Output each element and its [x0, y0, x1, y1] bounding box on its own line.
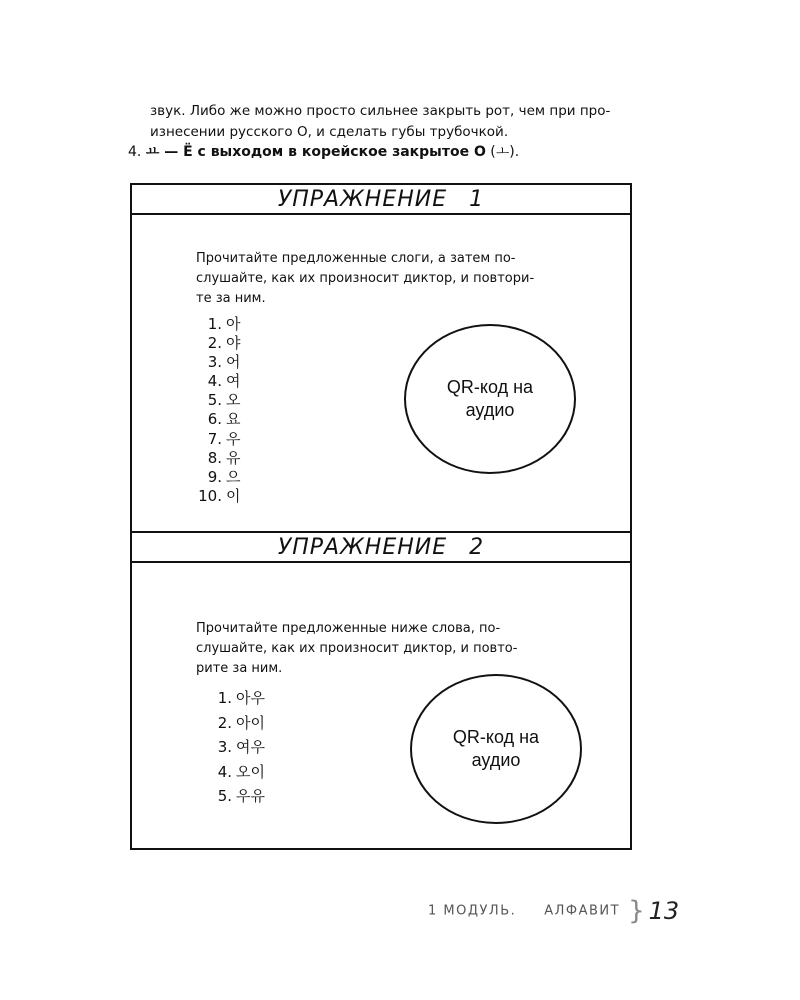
exercise-number: 2: [469, 535, 485, 560]
exercise-2-title: [132, 535, 630, 560]
word-list: [208, 686, 265, 809]
intro-paragraph: [150, 101, 690, 143]
exercise-1-title: [132, 187, 630, 212]
instruction-line: рите за ним.: [196, 661, 283, 676]
list-item: 1. 아: [207, 315, 241, 333]
exercise-2-instruction: [196, 619, 576, 679]
list-item: 5. 우유: [217, 787, 265, 805]
page-number: 13: [648, 897, 680, 925]
exercise-1-instruction: [196, 249, 576, 309]
exercise-number: 1: [469, 187, 485, 212]
vowel-item-4: [128, 141, 519, 161]
list-item: 2. 야: [207, 334, 241, 353]
list-item: 3. 여우: [217, 738, 265, 756]
list-item: 7. 우: [207, 429, 241, 448]
brace-icon: }: [628, 896, 645, 926]
instruction-line: те за ним.: [196, 291, 266, 306]
syllable-list: [198, 315, 241, 506]
exercise-1-header: [132, 183, 630, 215]
qr-code-placeholder[interactable]: [404, 324, 576, 474]
list-item: 5. 오: [207, 391, 241, 410]
section-label: АЛФАВИТ: [544, 903, 621, 919]
intro-line: звук. Либо же можно просто сильнее закрыть рот, чем при про-: [150, 103, 611, 119]
exercise-2-header: [132, 531, 630, 563]
instruction-line: слушайте, как их произносит диктор, и повто-: [196, 641, 518, 656]
exercise-title-text: УПРАЖНЕНИЕ: [277, 535, 448, 560]
instruction-line: Прочитайте предложенные слоги, а затем по-: [196, 251, 516, 266]
item-bold-text: ㅛ — Ё с выходом в корейское закрытое О: [145, 144, 486, 160]
list-item: 9. 으: [207, 467, 241, 486]
list-item: 10. 이: [198, 486, 241, 505]
instruction-line: Прочитайте предложенные ниже слова, по-: [196, 621, 501, 636]
list-item: 6. 요: [207, 410, 241, 429]
intro-line: изнесении русского О, и сделать губы трубочкой.: [150, 124, 509, 140]
qr-code-placeholder[interactable]: [410, 674, 582, 824]
module-label: 1 МОДУЛЬ.: [428, 903, 517, 919]
item-paren: (ㅗ).: [490, 144, 520, 160]
page-footer: [428, 896, 679, 926]
list-item: 8. 유: [207, 448, 241, 467]
instruction-line: слушайте, как их произносит диктор, и повтори-: [196, 271, 535, 286]
exercises-frame: [130, 183, 632, 850]
list-item: 3. 어: [207, 353, 241, 372]
list-item: 1. 아우: [217, 689, 265, 707]
qr-label: QR-код на аудио: [452, 727, 540, 770]
list-item: 4. 여: [207, 372, 241, 391]
list-item: 4. 오이: [217, 762, 265, 781]
qr-label: QR-код на аудио: [446, 377, 534, 420]
exercise-title-text: УПРАЖНЕНИЕ: [277, 187, 448, 212]
list-item: 2. 아이: [217, 713, 265, 732]
item-number: 4.: [128, 144, 142, 160]
